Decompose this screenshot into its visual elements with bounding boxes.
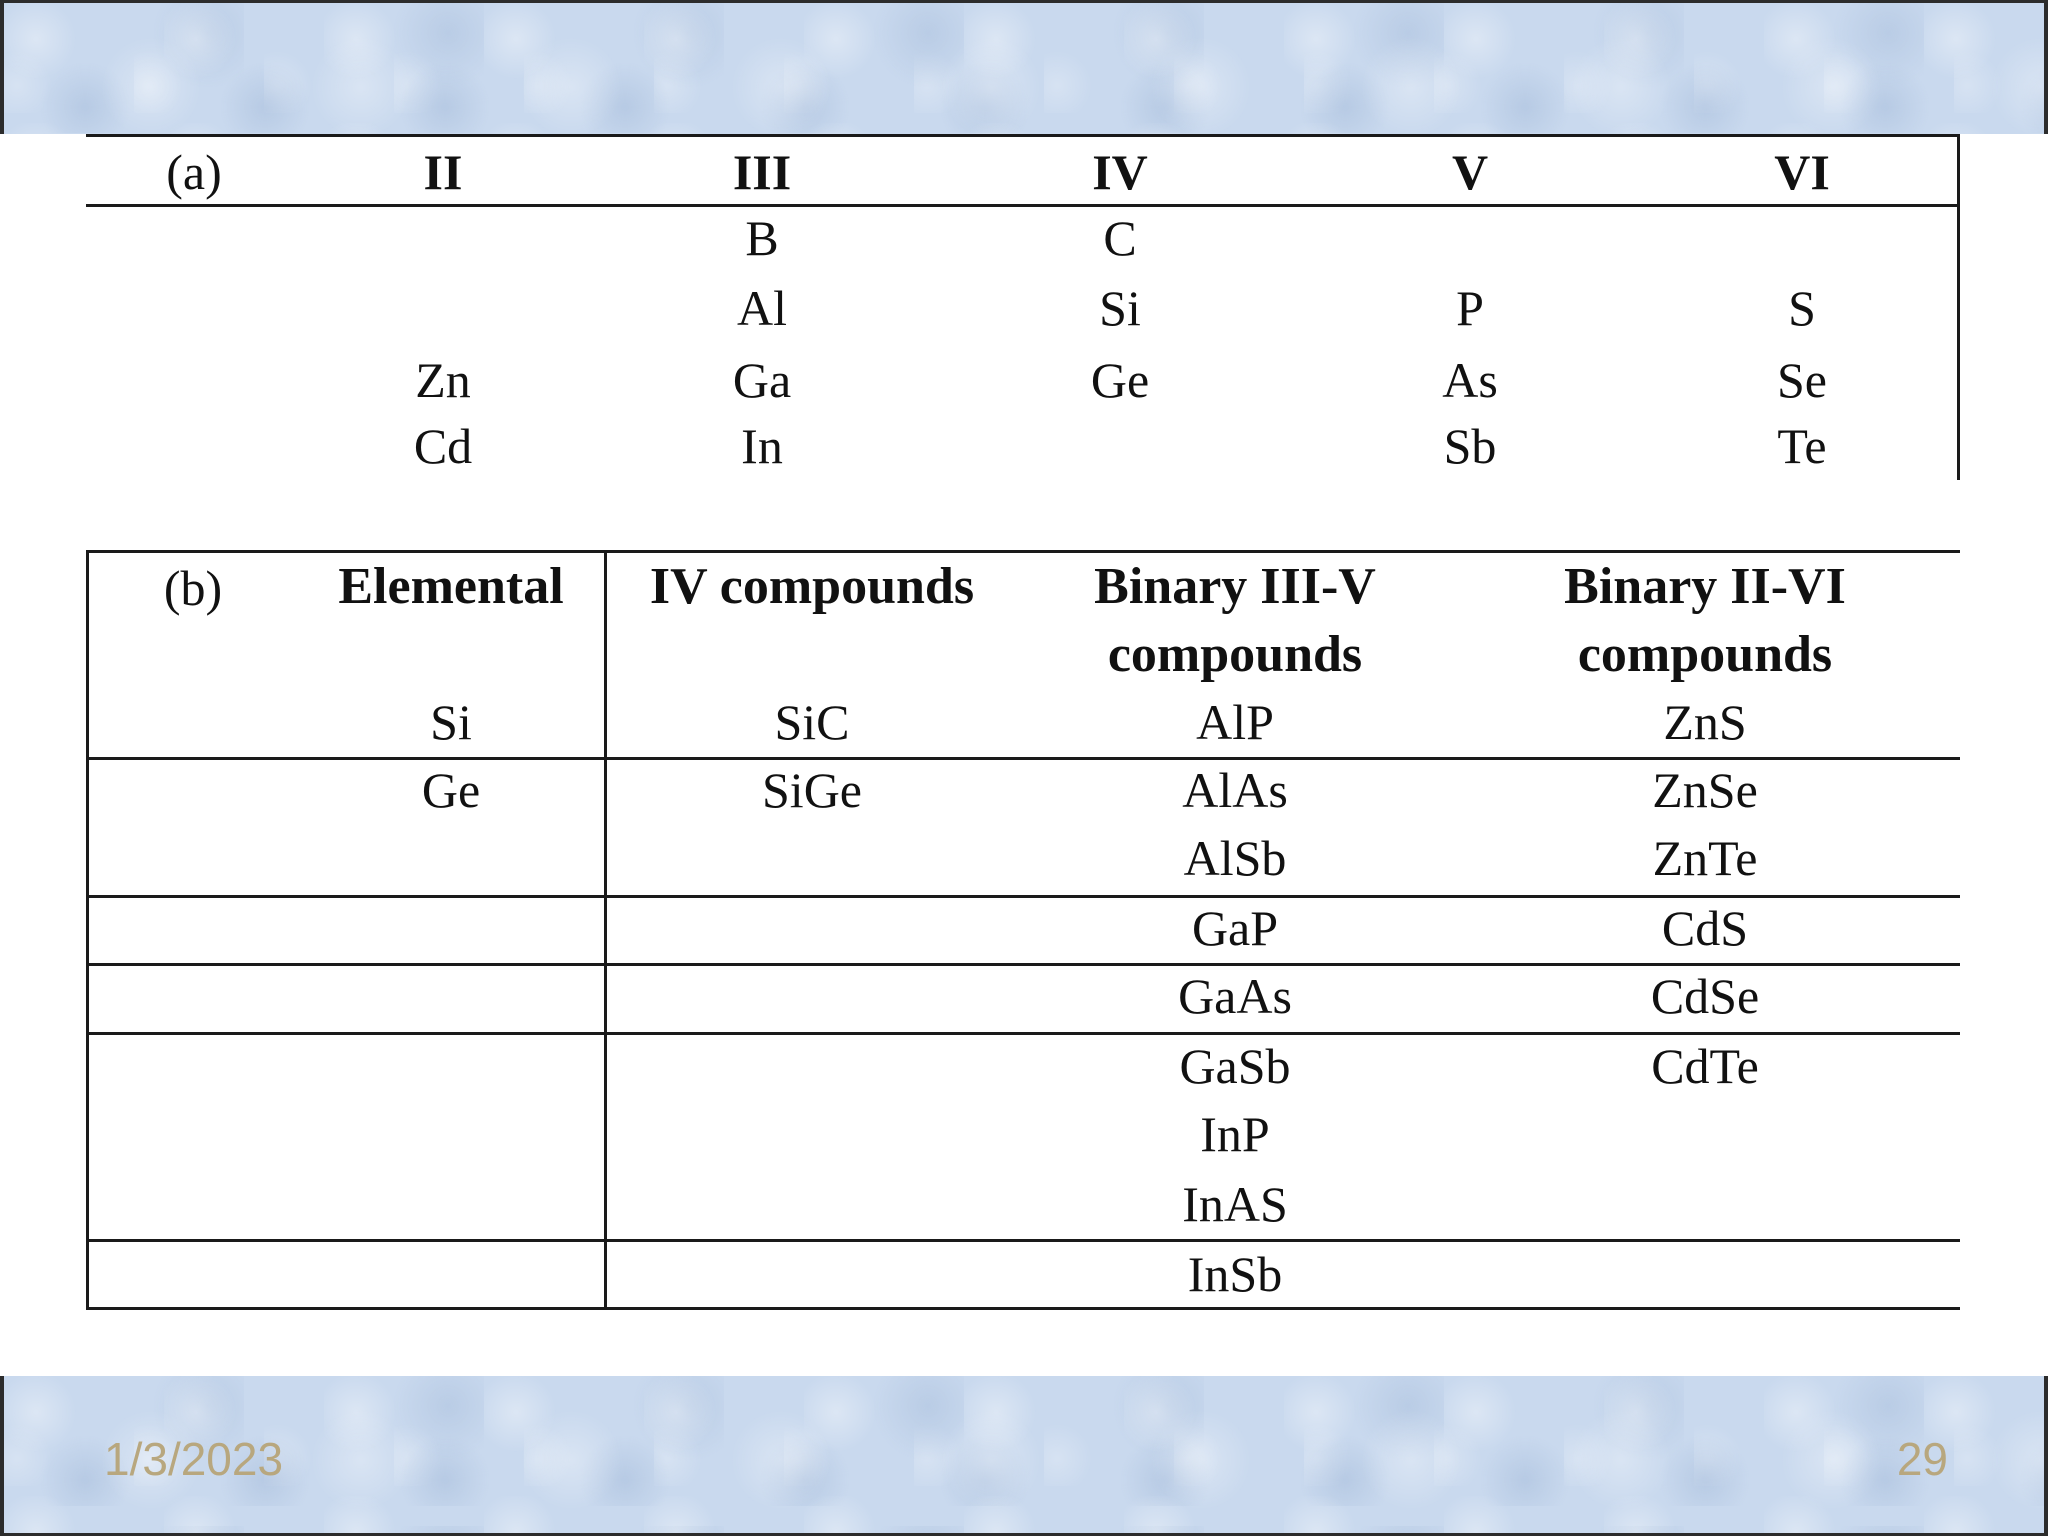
row-divider (89, 1032, 1960, 1035)
element-cell: C (1103, 210, 1137, 266)
element-cell: Ga (732, 352, 792, 408)
periodic-groups-table (86, 134, 1960, 480)
semiconductor-compounds-table (86, 550, 1960, 1310)
element-cell: P (1456, 280, 1484, 336)
header-elemental: Elemental (338, 558, 564, 615)
compound-cell: CdSe (1650, 968, 1760, 1024)
group-header-iii: III (732, 144, 792, 200)
compound-cell: InP (1200, 1106, 1270, 1162)
table-b-label: (b) (163, 560, 223, 616)
element-cell: Ge (1090, 352, 1150, 408)
header-binary-ii-vi: Binary II-VI compounds (1564, 558, 1846, 683)
group-header-iv: IV (1092, 144, 1148, 200)
element-cell: B (745, 210, 779, 266)
compound-cell: AlP (1196, 694, 1274, 750)
compound-cell: ZnS (1663, 694, 1747, 750)
slide-date: 1/3/2023 (104, 1433, 284, 1485)
compound-cell: ZnTe (1652, 830, 1758, 886)
compound-cell: GaSb (1179, 1038, 1291, 1094)
element-cell: Se (1777, 352, 1827, 408)
element-cell: As (1442, 352, 1498, 408)
slide-page-number: 29 (1896, 1433, 1948, 1485)
row-divider (89, 1239, 1960, 1242)
compound-cell: ZnSe (1652, 762, 1758, 818)
compound-cell: GaAs (1178, 968, 1292, 1024)
compound-cell: Ge (421, 762, 481, 818)
compound-cell: GaP (1191, 900, 1279, 956)
element-cell: In (741, 418, 783, 474)
row-divider (89, 895, 1960, 898)
element-cell: Cd (413, 418, 473, 474)
group-header-v: V (1451, 144, 1489, 200)
group-header-ii: II (423, 144, 463, 200)
compound-cell: CdTe (1651, 1038, 1759, 1094)
compound-cell: SiC (774, 694, 850, 750)
element-cell: Zn (415, 352, 471, 408)
table-a-label: (a) (166, 144, 222, 200)
element-cell: Al (737, 280, 787, 336)
bottom-decorative-band (0, 1376, 2048, 1536)
compound-cell: Si (430, 694, 472, 750)
group-header-vi: VI (1774, 144, 1830, 200)
element-cell: Sb (1443, 418, 1497, 474)
element-cell: S (1788, 280, 1816, 336)
compound-cell: InAS (1182, 1176, 1288, 1232)
column-divider (604, 553, 607, 1307)
compound-cell: InSb (1187, 1246, 1283, 1302)
header-rule (86, 204, 1957, 207)
row-divider (89, 963, 1960, 966)
element-cell: Te (1777, 418, 1827, 474)
top-decorative-band (0, 0, 2048, 134)
header-iv-compounds: IV compounds (649, 558, 975, 615)
row-divider (89, 757, 1960, 760)
element-cell: Si (1099, 280, 1141, 336)
compound-cell: AlAs (1182, 762, 1288, 818)
header-binary-iii-v: Binary III-V compounds (1094, 558, 1376, 683)
compound-cell: CdS (1661, 900, 1749, 956)
compound-cell: SiGe (762, 762, 862, 818)
compound-cell: AlSb (1183, 830, 1287, 886)
